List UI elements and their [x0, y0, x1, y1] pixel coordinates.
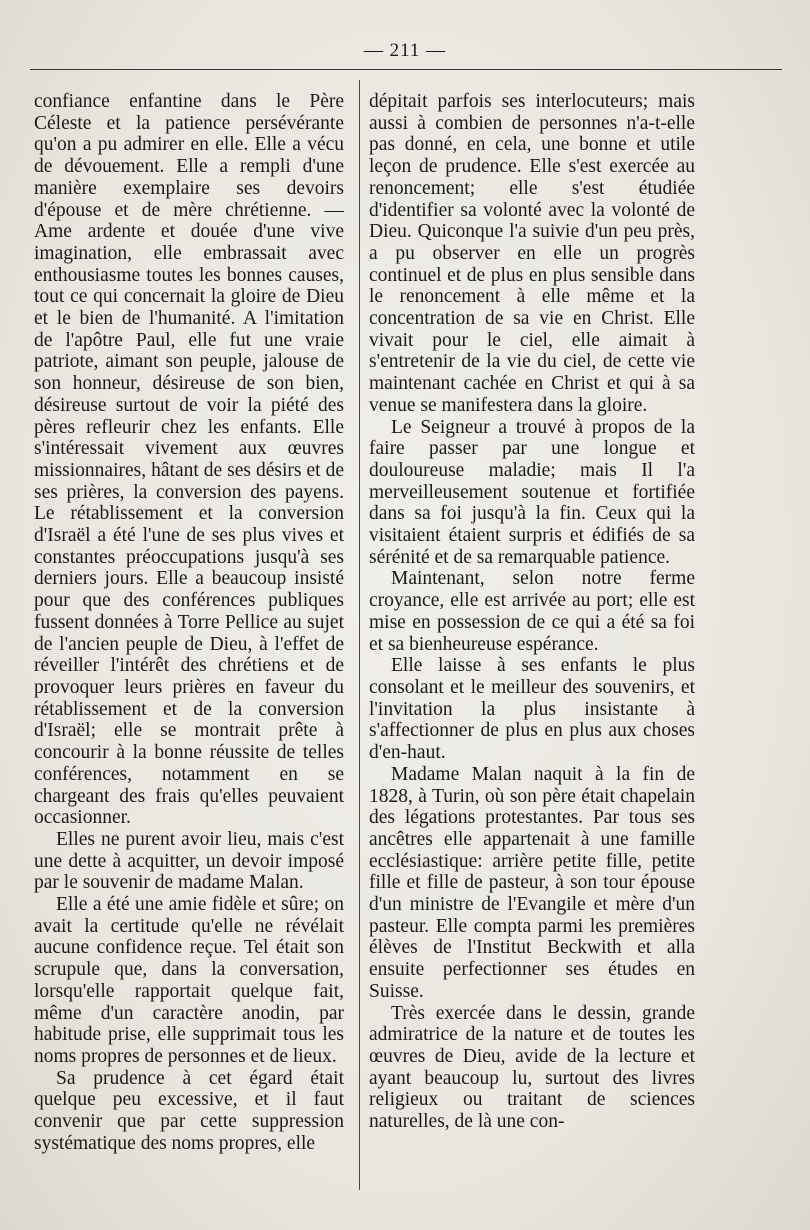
right-paragraph-5: Madame Malan naquit à la fin de 1828, à Turin, où son père était chapelain des légations protestantes. Par tous ses ancêtres elle appartenait à une famille ecclésiastique: arrière petite fille, petite fille et fille de pasteur, à son tour épouse d'un ministre de l'Evangile et mère d'un pasteur. Elle compta parmi les premières élèves de l'Institut Beckwith et alla ensuite perfectionner ses études en Suisse.: [369, 763, 695, 1002]
left-column: [34, 91, 344, 1154]
right-paragraph-2: Le Seigneur a trouvé à propos de la faire passer par une longue et douloureuse maladie; mais Il l'a merveilleusement soutenue et fortifiée dans sa foi jusqu'à la fin. Ceux qui la visitaient étaient surpris et édifiés de sa sérénité et de sa remarquable patience.: [369, 416, 695, 568]
left-paragraph-1: confiance enfantine dans le Père Céleste et la patience persévérante qu'on a pu admirer en elle. Elle a vécu de dévouement. Elle a rempli d'une manière exemplaire ses devoirs d'épouse et de mère chrétienne. — Ame ardente et douée d'une vive imagination, elle embrassait avec enthousiasme toutes les bonnes causes, tout ce qui concernait la gloire de Dieu et le bien de l'humanité. A l'imitation de l'apôtre Paul, elle fut une vraie patriote, aimant son peuple, jalouse de son honneur, désireuse de son bien, désireuse surtout de voir la piété des pères refleurir chez les enfants. Elle s'intéressait vivement aux œuvres missionnaires, hâtant de ses désirs et de ses prières, la conversion des payens. Le rétablissement et la conversion d'Israël a été l'une de ses plus vives et constantes préoccupations jusqu'à ses derniers jours. Elle a beaucoup insisté pour que des conférences publiques fussent données à Torre Pellice au sujet de l'ancien peuple de Dieu, à l'effet de réveiller l'intérêt des chrétiens et de provoquer leurs prières en faveur du rétablissement et de la conversion d'Israël; elle se montrait prête à concourir à la bonne réussite de telles conférences, notamment en se chargeant des frais qu'elles peuvaient occasionner.: [34, 91, 344, 829]
right-paragraph-6: Très exercée dans le dessin, grande admiratrice de la nature et de toutes les œuvres de Dieu, avide de la lecture et ayant beaucoup lu, surtout des livres religieux ou traitant de sciences naturelles, de là une con-: [369, 1002, 695, 1133]
right-column: [369, 91, 695, 1133]
right-paragraph-3: Maintenant, selon notre ferme croyance, elle est arrivée au port; elle est mise en possession de ce qui a été sa foi et sa bienheureuse espérance.: [369, 568, 695, 655]
header-rule: [30, 69, 782, 70]
page-number: — 211 —: [363, 40, 447, 61]
left-paragraph-2: Elles ne purent avoir lieu, mais c'est une dette à acquitter, un devoir imposé par le souvenir de madame Malan.: [34, 828, 344, 894]
column-divider: [359, 80, 360, 1190]
left-paragraph-3: Elle a été une amie fidèle et sûre; on avait la certitude qu'elle ne révélait aucune confidence reçue. Tel était son scrupule que, dans la conversation, lorsqu'elle rapportait quelque fait, même d'un caractère anodin, par habitude prise, elle supprimait tous les noms propres de personnes et de lieux.: [34, 894, 344, 1067]
right-paragraph-4: Elle laisse à ses enfants le plus consolant et le meilleur des souvenirs, et l'invitation la plus insistante à s'affectionner de plus en plus aux choses d'en-haut.: [369, 655, 695, 764]
right-paragraph-1: dépitait parfois ses interlocuteurs; mais aussi à combien de personnes n'a-t-elle pas donné, en cela, une bonne et utile leçon de prudence. Elle s'est exercée au renoncement; elle s'est étudiée d'identifier sa volonté avec la volonté de Dieu. Quiconque l'a suivie d'un peu près, a pu observer en elle un progrès continuel et de plus en plus sensible dans le renoncement à elle même et la concentration de sa vie en Christ. Elle vivait pour le ciel, elle aimait à s'entretenir de la vie du ciel, de cette vie maintenant cachée en Christ et qui à sa venue se manifestera dans la gloire.: [369, 91, 695, 416]
left-paragraph-4: Sa prudence à cet égard était quelque peu excessive, et il faut convenir que par cette suppression systématique des noms propres, elle: [34, 1067, 344, 1154]
